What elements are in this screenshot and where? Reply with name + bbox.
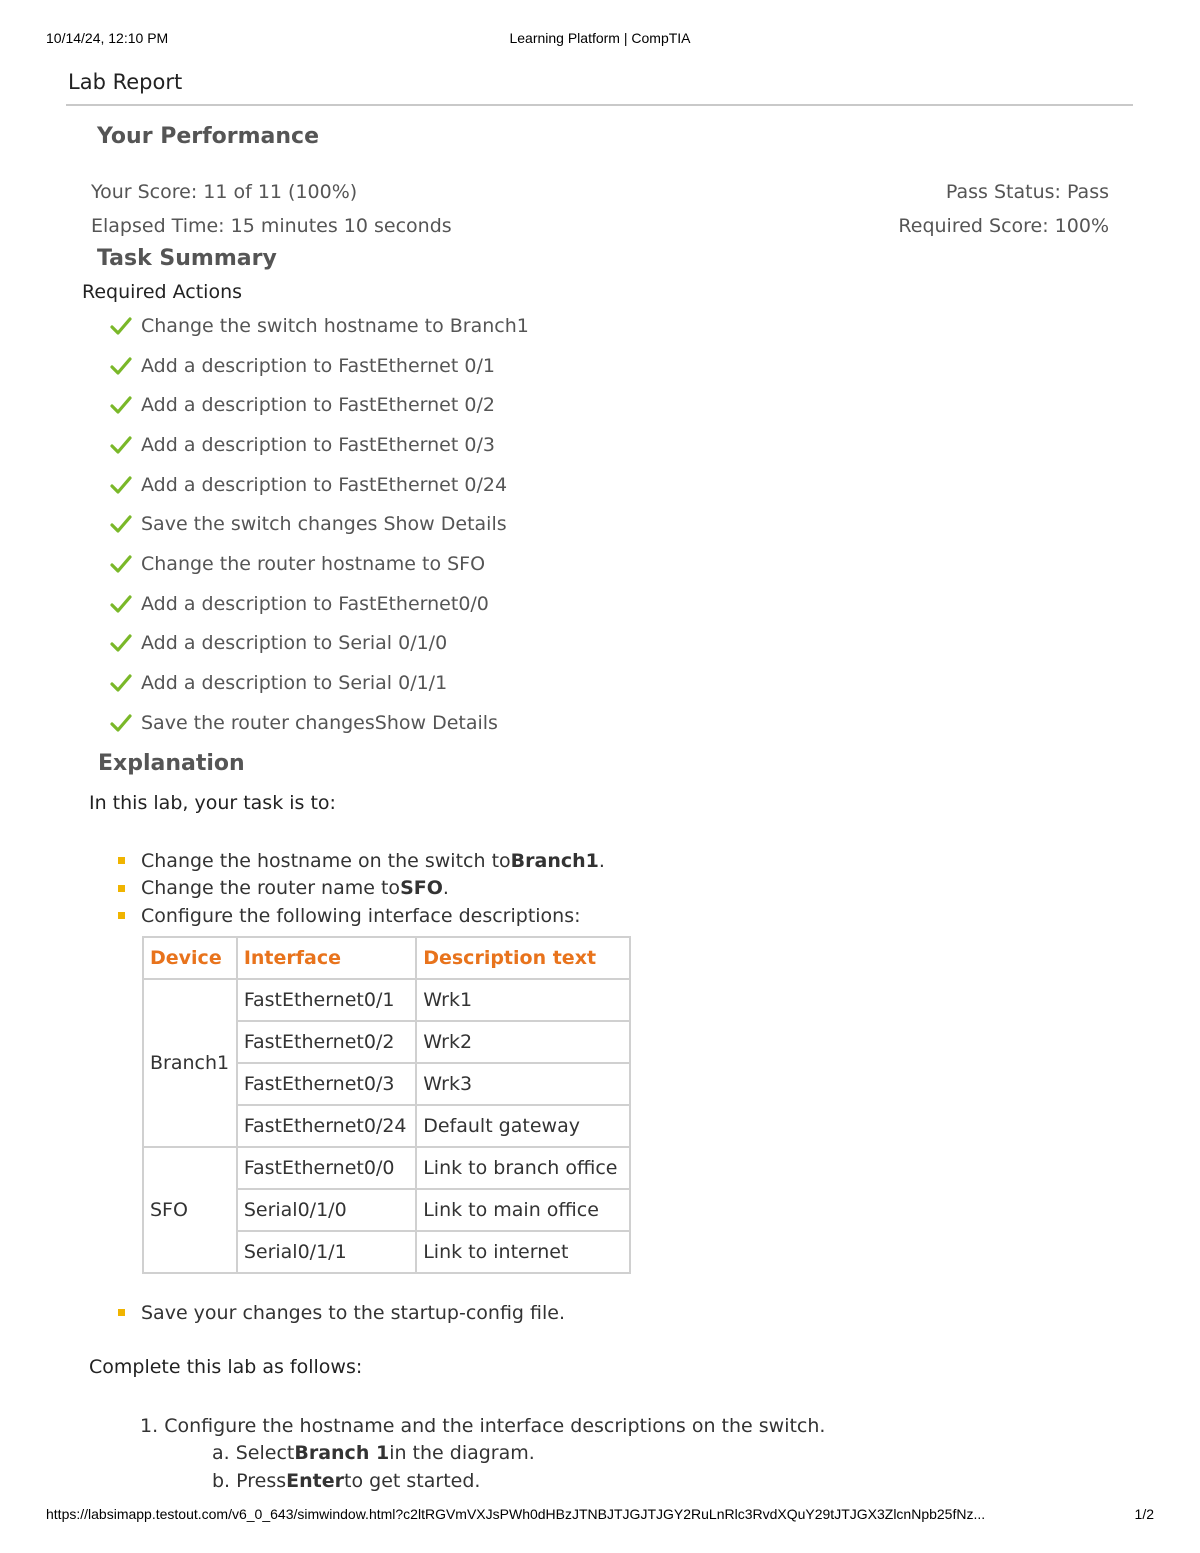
interface-cell: FastEthernet0/2 — [237, 1021, 416, 1063]
step-item: 1. Configure the hostname and the interface descriptions on the switch. — [140, 1414, 826, 1437]
checkmark-icon — [110, 394, 132, 416]
table-header-row — [143, 937, 630, 979]
action-label: Add a description to FastEthernet 0/24 — [141, 473, 508, 496]
description-cell: Default gateway — [416, 1105, 630, 1147]
action-item — [110, 544, 529, 584]
interface-cell: FastEthernet0/24 — [237, 1105, 416, 1147]
lab-report-title: Lab Report — [68, 70, 183, 94]
action-item — [110, 425, 529, 465]
action-label: Add a description to FastEthernet 0/2 — [141, 394, 495, 417]
header-device: Device — [143, 937, 237, 979]
interface-cell: Serial0/1/1 — [237, 1231, 416, 1273]
print-page-number: 1/2 — [1134, 1506, 1154, 1522]
checkmark-icon — [110, 513, 132, 535]
action-label[interactable]: Save the switch changes Show Details — [141, 513, 507, 536]
print-url: https://labsimapp.testout.com/v6_0_643/simwindow.html?c2ltRGVmVXJsPWh0dHBzJTNBJTJGJTJGY2RuLnRlc3RvdXQuY29tJTJGX3ZlcnNpb25fNz... — [46, 1506, 986, 1522]
checkmark-icon — [110, 593, 132, 615]
task-bullet: Change the hostname on the switch to Branch1 . — [118, 847, 605, 875]
device-cell: SFO — [143, 1147, 237, 1273]
description-cell: Link to main office — [416, 1189, 630, 1231]
bullet-square-icon — [118, 1309, 125, 1316]
checkmark-icon — [110, 712, 132, 734]
required-actions-label: Required Actions — [82, 281, 243, 303]
action-label: Add a description to FastEthernet 0/3 — [141, 433, 495, 456]
explanation-intro: In this lab, your task is to: — [89, 792, 336, 814]
interface-cell: FastEthernet0/1 — [237, 979, 416, 1021]
checkmark-icon — [110, 474, 132, 496]
print-page-title: Learning Platform | CompTIA — [509, 30, 691, 46]
pass-status-text: Pass Status: Pass — [945, 181, 1109, 203]
task-bullet-list — [118, 847, 605, 930]
performance-heading: Your Performance — [97, 124, 320, 149]
interface-cell: Serial0/1/0 — [237, 1189, 416, 1231]
explanation-heading: Explanation — [98, 751, 245, 776]
checkmark-icon — [110, 553, 132, 575]
print-datetime: 10/14/24, 12:10 PM — [46, 30, 169, 46]
action-label[interactable]: Save the router changesShow Details — [141, 711, 498, 734]
required-actions-list — [110, 306, 529, 743]
header-interface: Interface — [237, 937, 416, 979]
action-item — [110, 465, 529, 505]
checkmark-icon — [110, 315, 132, 337]
bullet-square-icon — [118, 912, 125, 919]
action-label: Add a description to FastEthernet 0/1 — [141, 354, 495, 377]
elapsed-time-text: Elapsed Time: 15 minutes 10 seconds — [91, 215, 452, 237]
description-cell: Link to branch office — [416, 1147, 630, 1189]
header-description: Description text — [416, 937, 630, 979]
table-row — [143, 979, 630, 1021]
task-bullet-list-continued — [118, 1299, 565, 1327]
action-item — [110, 584, 529, 624]
action-item — [110, 504, 529, 544]
action-item — [110, 306, 529, 346]
required-score-text: Required Score: 100% — [898, 215, 1109, 237]
interface-description-table — [142, 936, 631, 1274]
checkmark-icon — [110, 672, 132, 694]
substep-item: b. Press Enter to get started. — [212, 1469, 481, 1492]
print-header — [46, 30, 1154, 50]
task-bullet: Configure the following interface descriptions: — [118, 902, 605, 930]
action-item — [110, 624, 529, 664]
description-cell: Link to internet — [416, 1231, 630, 1273]
device-cell: Branch1 — [143, 979, 237, 1147]
interface-cell: FastEthernet0/3 — [237, 1063, 416, 1105]
task-summary-heading: Task Summary — [97, 246, 277, 271]
description-cell: Wrk2 — [416, 1021, 630, 1063]
bullet-square-icon — [118, 857, 125, 864]
description-cell: Wrk3 — [416, 1063, 630, 1105]
title-divider — [66, 104, 1133, 106]
bullet-square-icon — [118, 885, 125, 892]
print-footer — [46, 1506, 1154, 1526]
interface-cell: FastEthernet0/0 — [237, 1147, 416, 1189]
action-label: Add a description to Serial 0/1/0 — [141, 632, 448, 655]
score-text: Your Score: 11 of 11 (100%) — [91, 181, 358, 203]
checkmark-icon — [110, 434, 132, 456]
action-label: Change the router hostname to SFO — [141, 552, 486, 575]
action-label: Add a description to FastEthernet0/0 — [141, 592, 489, 615]
task-bullet: Save your changes to the startup-config file. — [118, 1299, 565, 1327]
task-bullet: Change the router name to SFO . — [118, 875, 605, 903]
action-label: Change the switch hostname to Branch1 — [141, 314, 529, 337]
checkmark-icon — [110, 632, 132, 654]
action-item — [110, 663, 529, 703]
action-label: Add a description to Serial 0/1/1 — [141, 672, 448, 695]
lab-steps — [140, 1412, 825, 1495]
action-item — [110, 703, 529, 743]
description-cell: Wrk1 — [416, 979, 630, 1021]
checkmark-icon — [110, 355, 132, 377]
table-row — [143, 1147, 630, 1189]
complete-lab-intro: Complete this lab as follows: — [89, 1356, 363, 1378]
action-item — [110, 346, 529, 386]
substep-item: a. Select Branch 1 in the diagram. — [212, 1442, 535, 1465]
action-item — [110, 385, 529, 425]
